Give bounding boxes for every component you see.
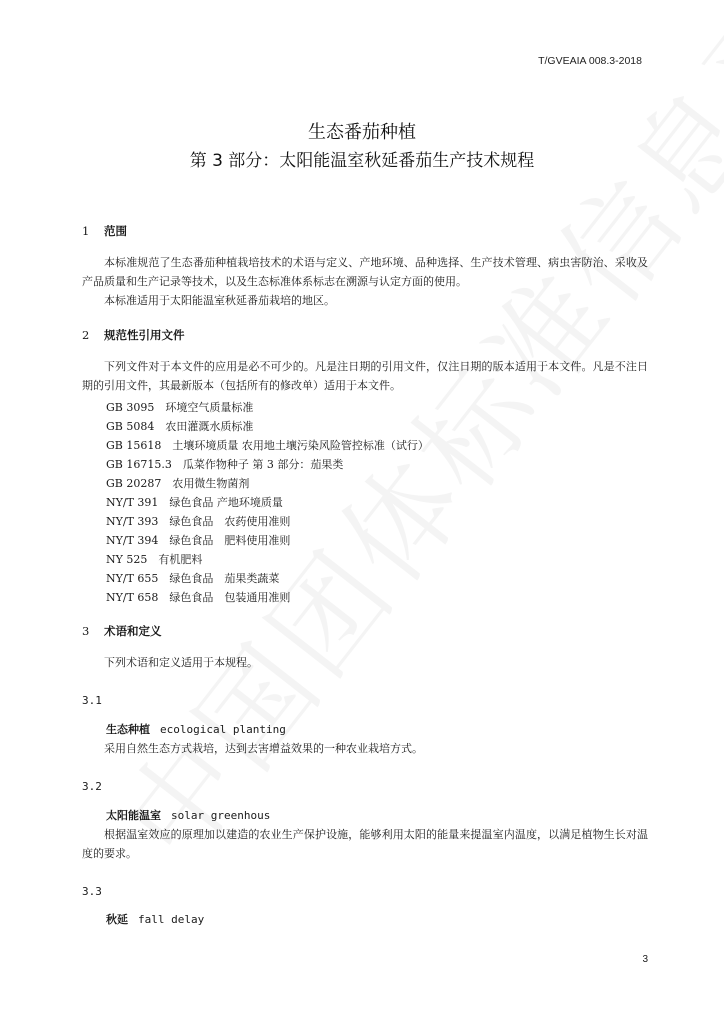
term-heading xyxy=(106,911,204,927)
document-title: 生态番茄种植 xyxy=(308,122,416,143)
page-number: 3 xyxy=(642,954,648,965)
term-number: 3.3 xyxy=(82,885,102,898)
term-zh: 生态种植 xyxy=(106,723,150,736)
term-zh: 秋延 xyxy=(106,913,128,926)
reference-item: NY/T 391 绿色食品 产地环境质量 xyxy=(106,496,283,509)
section-3-heading xyxy=(82,623,162,639)
reference-item: GB 3095 环境空气质量标准 xyxy=(106,401,254,414)
reference-item: NY/T 658 绿色食品 包装通用准则 xyxy=(106,591,291,604)
reference-item: NY/T 655 绿色食品 茄果类蔬菜 xyxy=(106,572,280,585)
reference-item: GB 16715.3 瓜菜作物种子 第 3 部分：茄果类 xyxy=(106,458,344,471)
paragraph: 下列术语和定义适用于本规程。 xyxy=(104,656,258,669)
reference-item: NY 525 有机肥料 xyxy=(106,553,203,566)
section-title: 规范性引用文件 xyxy=(104,328,185,342)
term-en: fall delay xyxy=(138,913,205,926)
term-zh: 太阳能温室 xyxy=(106,809,161,822)
reference-item: GB 5084 农田灌溉水质标准 xyxy=(106,420,254,433)
term-heading xyxy=(106,807,270,823)
paragraph: 本标准适用于太阳能温室秋延番茄栽培的地区。 xyxy=(104,294,335,307)
reference-item: NY/T 393 绿色食品 农药使用准则 xyxy=(106,515,291,528)
section-number: 3 xyxy=(82,624,90,638)
paragraph: 本标准规范了生态番茄种植栽培技术的术语与定义、产地环境、品种选择、生产技术管理、病虫害防治、采收及产品质量和生产记录等技术，以及生态标准体系标志在溯源与认定方面的使用。 xyxy=(82,256,648,288)
section-title: 范围 xyxy=(104,224,127,238)
reference-item: NY/T 394 绿色食品 肥料使用准则 xyxy=(106,534,291,547)
term-en: solar greenhous xyxy=(171,809,271,822)
term-definition: 采用自然生态方式栽培，达到去害增益效果的一种农业栽培方式。 xyxy=(104,742,423,755)
term-number: 3.1 xyxy=(82,694,102,707)
paragraph: 下列文件对于本文件的应用是必不可少的。凡是注日期的引用文件，仅注日期的版本适用于本文件。凡是不注日期的引用文件，其最新版本（包括所有的修改单）适用于本文件。 xyxy=(82,360,648,392)
section-title: 术语和定义 xyxy=(104,624,162,638)
section-number: 2 xyxy=(82,328,90,342)
section-1-heading xyxy=(82,223,127,239)
term-definition: 根据温室效应的原理加以建造的农业生产保护设施，能够利用太阳的能量来提温室内温度，以满足植物生长对温度的要求。 xyxy=(82,828,648,860)
document-subtitle: 第 3 部分：太阳能温室秋延番茄生产技术规程 xyxy=(189,151,535,171)
term-number: 3.2 xyxy=(82,780,102,793)
reference-item: GB 15618 土壤环境质量 农用地土壤污染风险管控标准（试行） xyxy=(106,439,429,452)
section-number: 1 xyxy=(82,224,90,238)
document-code: T/GVEAIA 008.3-2018 xyxy=(538,55,642,67)
term-heading xyxy=(106,721,286,737)
term-en: ecological planting xyxy=(160,723,286,736)
section-2-heading xyxy=(82,327,185,343)
reference-item: GB 20287 农用微生物菌剂 xyxy=(106,477,250,490)
